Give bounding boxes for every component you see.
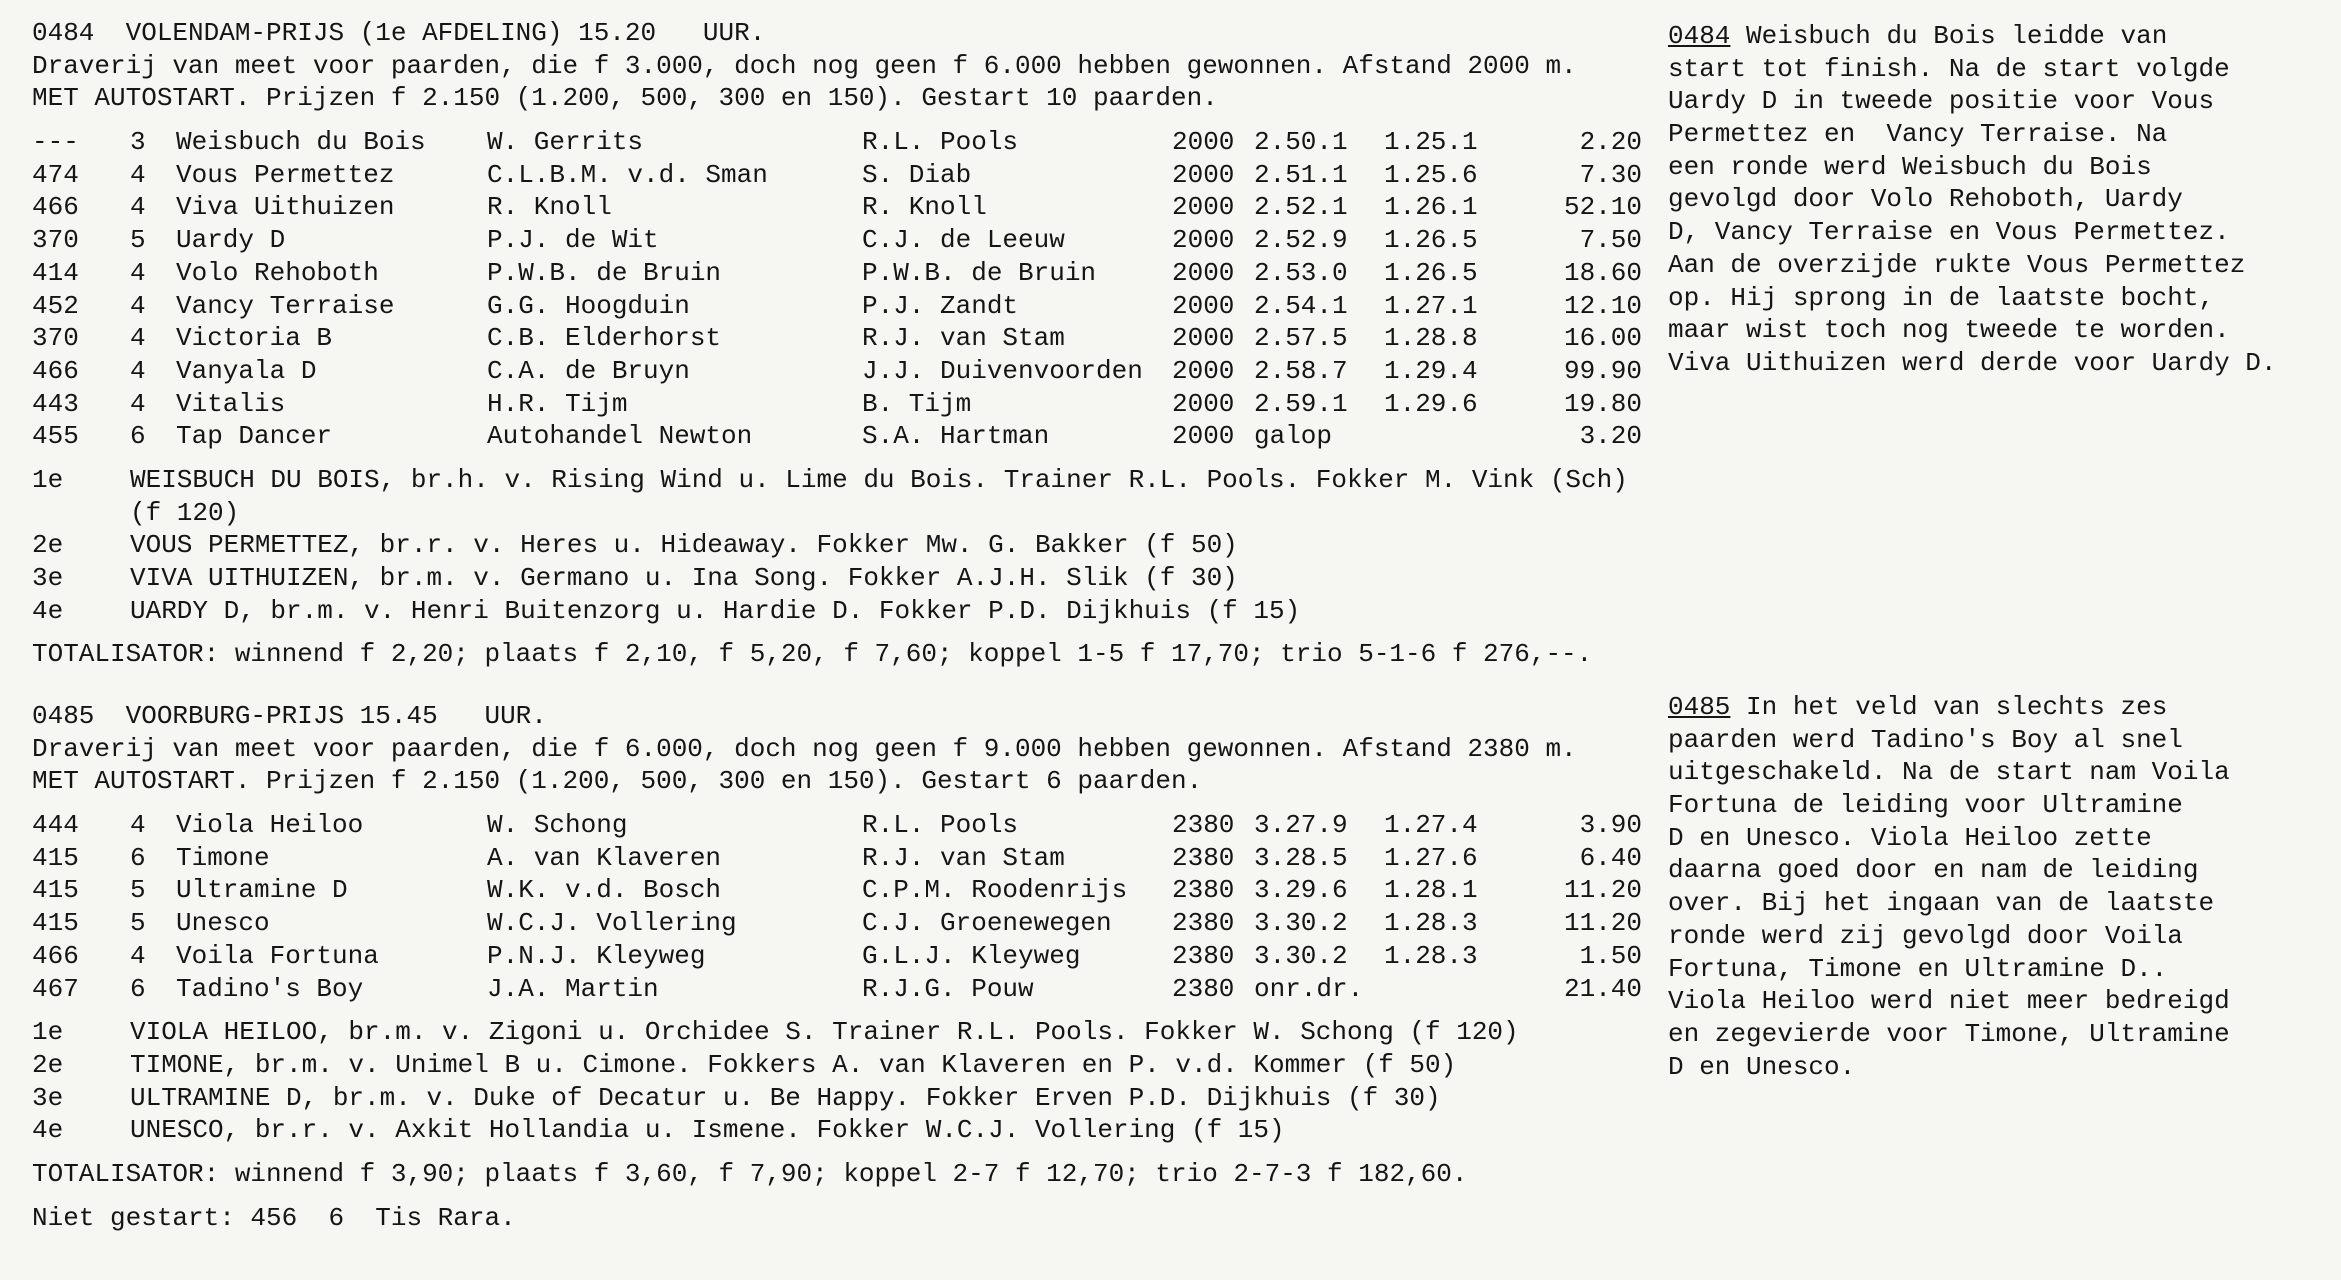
km-time: 1.28.8	[1384, 323, 1478, 354]
distance: 2000	[1172, 290, 1235, 321]
commentary-line: gevolgd door Volo Rehoboth, Uardy	[1668, 184, 2183, 215]
commentary-line: Fortuna de leiding voor Ultramine	[1668, 790, 2183, 821]
owner: W.K. v.d. Bosch	[487, 875, 722, 906]
list-item	[32, 529, 1642, 562]
prev-race: 455	[32, 421, 79, 452]
odds: 3.90	[1579, 810, 1642, 841]
odds: 7.30	[1579, 159, 1642, 190]
table-row	[32, 126, 1642, 159]
horse-name: Vous Permettez	[176, 159, 395, 190]
table-row	[32, 257, 1642, 290]
prev-race: 444	[32, 810, 79, 841]
owner: Autohandel Newton	[487, 421, 753, 452]
time: 2.51.1	[1254, 159, 1348, 190]
prev-race: 415	[32, 875, 79, 906]
owner: P.W.B. de Bruin	[487, 257, 722, 288]
driver: R.J. van Stam	[862, 323, 1065, 354]
owner: G.G. Hoogduin	[487, 290, 690, 321]
prev-race: ---	[32, 127, 79, 158]
prev-race: 370	[32, 225, 79, 256]
owner: H.R. Tijm	[487, 388, 628, 419]
odds: 2.20	[1579, 127, 1642, 158]
pedigree-text: UNESCO, br.r. v. Axkit Hollandia u. Ismene. Fokker W.C.J. Vollering (f 15)	[130, 1115, 1285, 1146]
time: galop	[1254, 421, 1333, 452]
distance: 2000	[1172, 159, 1235, 190]
commentary-line: op. Hij sprong in de laatste bocht,	[1668, 282, 2215, 313]
time: 2.59.1	[1254, 388, 1348, 419]
time: 2.52.9	[1254, 225, 1348, 256]
driver: R.L. Pools	[862, 127, 1019, 158]
commentary-line: Viva Uithuizen werd derde voor Uardy D.	[1668, 347, 2277, 378]
table-row	[32, 842, 1642, 875]
time: 3.30.2	[1254, 940, 1348, 971]
horse-name: Timone	[176, 842, 270, 873]
time: 3.27.9	[1254, 810, 1348, 841]
table-row	[32, 191, 1642, 224]
odds: 19.80	[1563, 388, 1642, 419]
race-description-2: MET AUTOSTART. Prijzen f 2.150 (1.200, 500, 300 en 150). Gestart 6 paarden.	[32, 766, 1203, 797]
distance: 2000	[1172, 323, 1235, 354]
age: 4	[130, 290, 146, 321]
commentary-line: start tot finish. Na de start volgde	[1668, 53, 2230, 84]
driver: B. Tijm	[862, 388, 972, 419]
pedigree-text: VIOLA HEILOO, br.m. v. Zigoni u. Orchidee S. Trainer R.L. Pools. Fokker W. Schong (f 120)	[130, 1017, 1519, 1048]
km-time: 1.29.4	[1384, 355, 1478, 386]
owner: J.A. Martin	[487, 973, 659, 1004]
pedigree-text: VOUS PERMETTEZ, br.r. v. Heres u. Hideaway. Fokker Mw. G. Bakker (f 50)	[130, 530, 1238, 561]
placing: 4e	[32, 1115, 64, 1146]
prev-race: 474	[32, 159, 79, 190]
pedigree-text: UARDY D, br.m. v. Henri Buitenzorg u. Hardie D. Fokker P.D. Dijkhuis (f 15)	[130, 595, 1301, 626]
commentary-race-number: 0484	[1668, 21, 1731, 51]
table-row	[32, 907, 1642, 940]
commentary-line: In het veld van slechts zes	[1730, 692, 2168, 722]
commentary-line: paarden werd Tadino's Boy al snel	[1668, 724, 2183, 755]
time: 2.50.1	[1254, 127, 1348, 158]
driver: C.J. Groenewegen	[862, 908, 1112, 939]
km-time: 1.27.1	[1384, 290, 1478, 321]
race-0485-commentary	[1668, 691, 2328, 1083]
list-item	[32, 562, 1642, 595]
odds: 18.60	[1563, 257, 1642, 288]
horse-name: Vancy Terraise	[176, 290, 395, 321]
table-row	[32, 159, 1642, 192]
time: 3.28.5	[1254, 842, 1348, 873]
odds: 7.50	[1579, 225, 1642, 256]
owner: W.C.J. Vollering	[487, 908, 737, 939]
driver: P.J. Zandt	[862, 290, 1019, 321]
prev-race: 466	[32, 192, 79, 223]
placing: 3e	[32, 1082, 64, 1113]
table-row	[32, 420, 1642, 453]
time: onr.dr.	[1254, 973, 1364, 1004]
km-time: 1.28.1	[1384, 875, 1478, 906]
odds: 12.10	[1563, 290, 1642, 321]
pedigree-list	[32, 1016, 1642, 1147]
pedigree-text: VIVA UITHUIZEN, br.m. v. Germano u. Ina Song. Fokker A.J.H. Slik (f 30)	[130, 563, 1238, 593]
distance: 2000	[1172, 257, 1235, 288]
pedigree-text: ULTRAMINE D, br.m. v. Duke of Decatur u. Be Happy. Fokker Erven P.D. Dijkhuis (f 30)	[130, 1082, 1441, 1113]
age: 4	[130, 388, 146, 419]
pedigree-text: (f 120)	[130, 497, 240, 528]
km-time: 1.27.4	[1384, 810, 1478, 841]
commentary-line: daarna goed door en nam de leiding	[1668, 855, 2199, 886]
table-row	[32, 809, 1642, 842]
time: 3.29.6	[1254, 875, 1348, 906]
list-item	[32, 464, 1642, 497]
commentary-line: en zegevierde voor Timone, Ultramine	[1668, 1018, 2230, 1049]
owner: A. van Klaveren	[487, 842, 722, 873]
list-item	[32, 1114, 1642, 1147]
age: 6	[130, 842, 146, 873]
table-row	[32, 973, 1642, 1006]
placing: 2e	[32, 530, 64, 561]
driver: G.L.J. Kleyweg	[862, 940, 1081, 971]
driver: R.J.G. Pouw	[862, 973, 1034, 1004]
time: 2.52.1	[1254, 192, 1348, 223]
distance: 2000	[1172, 421, 1235, 452]
horse-name: Viola Heiloo	[176, 810, 364, 841]
horse-name: Vanyala D	[176, 355, 317, 386]
age: 4	[130, 940, 146, 971]
distance: 2380	[1172, 842, 1235, 873]
placing: 1e	[32, 464, 64, 495]
horse-name: Tadino's Boy	[176, 973, 364, 1004]
commentary-line: ronde werd zij gevolgd door Voila	[1668, 920, 2183, 951]
time: 2.57.5	[1254, 323, 1348, 354]
pedigree-text: WEISBUCH DU BOIS, br.h. v. Rising Wind u. Lime du Bois. Trainer R.L. Pools. Fokker M. Vink (Sch)	[130, 464, 1628, 495]
horse-name: Vitalis	[176, 388, 286, 419]
km-time: 1.29.6	[1384, 388, 1478, 419]
distance: 2380	[1172, 810, 1235, 841]
driver: R.J. van Stam	[862, 842, 1065, 873]
km-time: 1.26.5	[1384, 257, 1478, 288]
commentary-line: D en Unesco.	[1668, 1051, 1856, 1082]
odds: 16.00	[1563, 323, 1642, 354]
horse-name: Ultramine D	[176, 875, 348, 906]
prev-race: 443	[32, 388, 79, 419]
time: 3.30.2	[1254, 908, 1348, 939]
odds: 1.50	[1579, 940, 1642, 971]
commentary-line: Fortuna, Timone en Ultramine D..	[1668, 953, 2168, 984]
commentary-line: D en Unesco. Viola Heiloo zette	[1668, 822, 2152, 853]
totalisator: TOTALISATOR: winnend f 3,90; plaats f 3,60, f 7,90; koppel 2-7 f 12,70; trio 2-7-3 f 182,60.	[32, 1158, 1468, 1189]
km-time: 1.25.6	[1384, 159, 1478, 190]
time: 2.58.7	[1254, 355, 1348, 386]
race-header: 0484 VOLENDAM-PRIJS (1e AFDELING) 15.20 UUR.	[32, 18, 766, 48]
odds: 52.10	[1563, 192, 1642, 223]
age: 5	[130, 225, 146, 256]
odds: 6.40	[1579, 842, 1642, 873]
list-item	[32, 497, 1642, 530]
horse-name: Volo Rehoboth	[176, 257, 379, 288]
driver: C.J. de Leeuw	[862, 225, 1065, 256]
km-time: 1.25.1	[1384, 127, 1478, 158]
owner: W. Schong	[487, 810, 628, 841]
table-row	[32, 224, 1642, 257]
driver: R. Knoll	[862, 192, 987, 223]
distance: 2000	[1172, 127, 1235, 158]
odds: 21.40	[1563, 973, 1642, 1004]
prev-race: 415	[32, 842, 79, 873]
commentary-line: een ronde werd Weisbuch du Bois	[1668, 151, 2152, 182]
km-time: 1.28.3	[1384, 908, 1478, 939]
distance: 2380	[1172, 973, 1235, 1004]
age: 3	[130, 127, 146, 158]
list-item	[32, 1049, 1642, 1082]
totalisator: TOTALISATOR: winnend f 2,20; plaats f 2,10, f 5,20, f 7,60; koppel 1-5 f 17,70; trio 5-1-6 f 276,--.	[32, 639, 1593, 670]
race-0485-block	[32, 700, 1642, 1234]
results-table	[32, 126, 1642, 453]
distance: 2000	[1172, 192, 1235, 223]
placing: 1e	[32, 1017, 64, 1048]
distance: 2000	[1172, 388, 1235, 419]
commentary-line: Uardy D in tweede positie voor Vous	[1668, 86, 2215, 117]
table-row	[32, 940, 1642, 973]
table-row	[32, 290, 1642, 323]
table-row	[32, 355, 1642, 388]
race-description-2: MET AUTOSTART. Prijzen f 2.150 (1.200, 500, 300 en 150). Gestart 10 paarden.	[32, 83, 1218, 114]
prev-race: 467	[32, 973, 79, 1004]
prev-race: 415	[32, 908, 79, 939]
results-table	[32, 809, 1642, 1005]
age: 4	[130, 355, 146, 386]
owner: P.J. de Wit	[487, 225, 659, 256]
race-description: Draverij van meet voor paarden, die f 3.000, doch nog geen f 6.000 hebben gewonnen. Afstand 2000 m.	[32, 50, 1577, 81]
race-0484-block	[32, 17, 1642, 671]
horse-name: Voila Fortuna	[176, 940, 379, 971]
distance: 2380	[1172, 875, 1235, 906]
commentary-line: D, Vancy Terraise en Vous Permettez.	[1668, 217, 2230, 248]
age: 4	[130, 192, 146, 223]
horse-name: Victoria B	[176, 323, 333, 354]
age: 4	[130, 810, 146, 841]
odds: 99.90	[1563, 355, 1642, 386]
driver: S. Diab	[862, 159, 972, 190]
driver: P.W.B. de Bruin	[862, 257, 1097, 288]
horse-name: Viva Uithuizen	[176, 192, 395, 223]
odds: 11.20	[1563, 908, 1642, 939]
owner: C.B. Elderhorst	[487, 323, 722, 354]
table-row	[32, 388, 1642, 421]
table-row	[32, 874, 1642, 907]
age: 6	[130, 973, 146, 1004]
horse-name: Uardy D	[176, 225, 286, 256]
age: 4	[130, 323, 146, 354]
commentary-line: Weisbuch du Bois leidde van	[1730, 21, 2168, 51]
placing: 2e	[32, 1049, 64, 1080]
time: 2.54.1	[1254, 290, 1348, 321]
horse-name: Unesco	[176, 908, 270, 939]
owner: P.N.J. Kleyweg	[487, 940, 706, 971]
prev-race: 370	[32, 323, 79, 354]
distance: 2000	[1172, 225, 1235, 256]
commentary-line: Viola Heiloo werd niet meer bedreigd	[1668, 986, 2230, 1017]
pedigree-text: TIMONE, br.m. v. Unimel B u. Cimone. Fokkers A. van Klaveren en P. v.d. Kommer (f 50)	[130, 1049, 1457, 1080]
horse-name: Weisbuch du Bois	[176, 127, 426, 158]
prev-race: 414	[32, 257, 79, 288]
owner: C.A. de Bruyn	[487, 355, 690, 386]
commentary-line: maar wist toch nog tweede te worden.	[1668, 315, 2230, 346]
race-description: Draverij van meet voor paarden, die f 6.000, doch nog geen f 9.000 hebben gewonnen. Afstand 2380 m.	[32, 733, 1577, 764]
driver: R.L. Pools	[862, 810, 1019, 841]
list-item	[32, 595, 1642, 628]
race-0484-commentary	[1668, 20, 2328, 380]
km-time: 1.28.3	[1384, 940, 1478, 971]
prev-race: 466	[32, 355, 79, 386]
owner: R. Knoll	[487, 192, 612, 223]
age: 6	[130, 421, 146, 452]
race-header: 0485 VOORBURG-PRIJS 15.45 UUR.	[32, 701, 547, 731]
distance: 2380	[1172, 940, 1235, 971]
commentary-line: Permettez en Vancy Terraise. Na	[1668, 119, 2168, 150]
commentary-line: Aan de overzijde rukte Vous Permettez	[1668, 249, 2246, 280]
commentary-line: over. Bij het ingaan van de laatste	[1668, 888, 2215, 919]
age: 5	[130, 875, 146, 906]
placing: 3e	[32, 563, 64, 593]
km-time: 1.26.1	[1384, 192, 1478, 223]
age: 5	[130, 908, 146, 939]
prev-race: 452	[32, 290, 79, 321]
not-started: Niet gestart: 456 6 Tis Rara.	[32, 1202, 516, 1233]
age: 4	[130, 159, 146, 190]
odds: 11.20	[1563, 875, 1642, 906]
commentary-line: uitgeschakeld. Na de start nam Voila	[1668, 757, 2230, 788]
distance: 2000	[1172, 355, 1235, 386]
odds: 3.20	[1579, 421, 1642, 452]
list-item	[32, 1082, 1642, 1115]
driver: C.P.M. Roodenrijs	[862, 875, 1128, 906]
driver: J.J. Duivenvoorden	[862, 355, 1143, 386]
owner: W. Gerrits	[487, 127, 644, 158]
commentary-race-number: 0485	[1668, 692, 1731, 722]
km-time: 1.27.6	[1384, 842, 1478, 873]
owner: C.L.B.M. v.d. Sman	[487, 159, 768, 190]
km-time: 1.26.5	[1384, 225, 1478, 256]
table-row	[32, 322, 1642, 355]
age: 4	[130, 257, 146, 288]
horse-name: Tap Dancer	[176, 421, 333, 452]
driver: S.A. Hartman	[862, 421, 1050, 452]
distance: 2380	[1172, 908, 1235, 939]
prev-race: 466	[32, 940, 79, 971]
pedigree-list	[32, 464, 1642, 627]
list-item	[32, 1016, 1642, 1049]
placing: 4e	[32, 595, 64, 626]
time: 2.53.0	[1254, 257, 1348, 288]
